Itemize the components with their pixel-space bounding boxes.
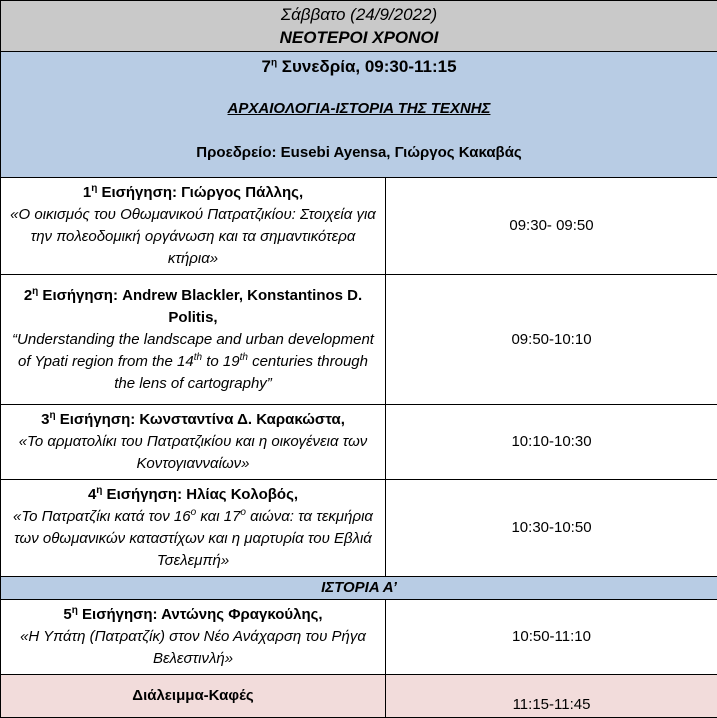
talk-speaker-text: Εισήγηση: Andrew Blackler, Konstantinos D. Politis, <box>38 287 362 326</box>
talk-title-sup: ο <box>240 507 246 518</box>
talk-speaker-text: Εισήγηση: Αντώνης Φραγκούλης, <box>78 606 323 623</box>
talk-title-sup: th <box>240 352 248 363</box>
session-header <box>1 52 717 178</box>
talk-1 <box>1 178 386 275</box>
talk-title: «Ο οικισμός του Οθωμανικού Πατρατζικίου: Στοιχεία για την πολεοδομική οργάνωση και τα σημαντικότερα κτήρια» <box>7 204 379 270</box>
talk-ordinal-sup: η <box>72 605 78 616</box>
talk-ordinal: 2 <box>24 287 32 304</box>
session-title-rest: Συνεδρία, 09:30-11:15 <box>277 57 456 76</box>
talk-title: «Η Υπάτη (Πατρατζίκ) στον Νέο Ανάχαρση του Ρήγα Βελεστινλή» <box>7 626 379 670</box>
talk-title-sup: ο <box>191 507 197 518</box>
day-header-row <box>1 1 717 52</box>
talk-ordinal: 1 <box>83 184 91 201</box>
talk-ordinal: 4 <box>88 486 96 503</box>
session-title <box>1 52 717 78</box>
talk-title-part: centuries through the lens of cartography” <box>114 353 368 392</box>
talk-speaker <box>7 409 379 431</box>
talk-row <box>1 600 717 675</box>
talk-ordinal-sup: η <box>32 286 38 297</box>
session-chair: Προεδρείο: Eusebi Ayensa, Γιώργος Κακαβάς <box>1 142 717 164</box>
talk-title-part: «Το Πατρατζίκι κατά τον 16 <box>13 508 191 525</box>
talk-title-part: “Understanding the landscape and urban development of Ypati region from the 14 <box>12 331 374 370</box>
talk-5 <box>1 600 386 675</box>
talk-title <box>7 506 379 572</box>
break-row <box>1 675 717 718</box>
talk-title-part: to 19 <box>202 353 240 370</box>
talk-time: 10:30-10:50 <box>386 480 717 577</box>
talk-speaker <box>7 285 379 329</box>
talk-speaker <box>7 182 379 204</box>
talk-row <box>1 275 717 405</box>
talk-ordinal-sup: η <box>96 485 102 496</box>
talk-speaker-text: Εισήγηση: Κωνσταντίνα Δ. Καρακώστα, <box>56 411 345 428</box>
talk-ordinal: 3 <box>41 411 49 428</box>
talk-title-sup: th <box>194 352 202 363</box>
talk-ordinal: 5 <box>63 606 71 623</box>
talk-speaker <box>7 604 379 626</box>
talk-speaker <box>7 484 379 506</box>
day-header <box>1 1 717 52</box>
talk-speaker-text: Εισήγηση: Ηλίας Κολοβός, <box>102 486 298 503</box>
talk-4 <box>1 480 386 577</box>
talk-title: «Το αρματολίκι του Πατρατζικίου και η οικογένεια των Κοντογιανναίων» <box>7 431 379 475</box>
section-row <box>1 577 717 600</box>
talk-row <box>1 405 717 480</box>
session-subject: ΑΡΧΑΙΟΛΟΓΙΑ-ΙΣΤΟΡΙΑ ΤΗΣ ΤΕΧΝΗΣ <box>1 98 717 120</box>
talk-time: 10:50-11:10 <box>386 600 717 675</box>
talk-2 <box>1 275 386 405</box>
session-ordinal: 7 <box>261 57 270 76</box>
day-period: ΝΕΟΤΕΡΟΙ ΧΡΟΝΟΙ <box>1 26 717 49</box>
section-history-a: ΙΣΤΟΡΙΑ Α’ <box>1 577 717 600</box>
day-date: Σάββατο (24/9/2022) <box>1 3 717 26</box>
session-header-row <box>1 52 717 178</box>
break-time: 11:15-11:45 <box>386 675 717 718</box>
session-ordinal-sup: η <box>271 57 277 68</box>
talk-time: 09:50-10:10 <box>386 275 717 405</box>
talk-ordinal-sup: η <box>49 410 55 421</box>
talk-title-part: αιώνα: τα τεκμήρια των οθωμανικών καταστίχων και η μαρτυρία του Εβλιά Τσελεμπή» <box>14 508 373 569</box>
talk-row <box>1 178 717 275</box>
talk-title <box>7 329 379 395</box>
talk-time: 10:10-10:30 <box>386 405 717 480</box>
talk-time: 09:30- 09:50 <box>386 178 717 275</box>
talk-ordinal-sup: η <box>91 183 97 194</box>
talk-title-part: και 17 <box>196 508 240 525</box>
talk-speaker-text: Εισήγηση: Γιώργος Πάλλης, <box>97 184 303 201</box>
talk-3 <box>1 405 386 480</box>
talk-row <box>1 480 717 577</box>
break-label: Διάλειμμα-Καφές <box>1 675 386 718</box>
